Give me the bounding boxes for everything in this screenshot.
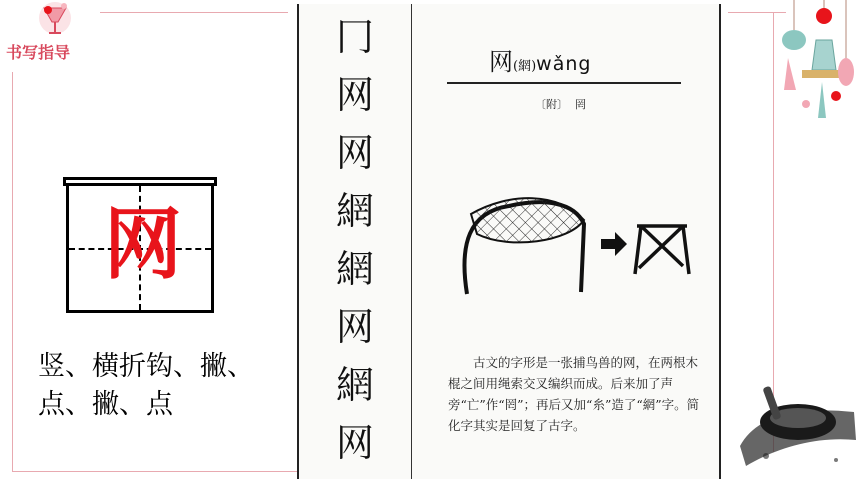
entry-pinyin: wǎng xyxy=(536,53,592,75)
ink-stone-icon xyxy=(736,376,860,476)
frame-line-bottom xyxy=(12,471,297,472)
stroke-order-text xyxy=(38,348,288,424)
evolution-glyph: 网 xyxy=(335,305,374,349)
evolution-glyph: 網 xyxy=(335,189,374,233)
evolution-glyph: 网 xyxy=(335,421,374,465)
entry-traditional: (網) xyxy=(513,59,537,74)
evolution-glyph: 網 xyxy=(335,247,374,291)
entry-heading xyxy=(489,42,591,77)
evolution-glyph: 网 xyxy=(335,73,374,117)
evolution-glyph: 網 xyxy=(335,363,374,407)
net-illustration xyxy=(449,184,699,304)
practice-character: 网 xyxy=(103,199,182,290)
entry-character: 网 xyxy=(489,48,513,76)
stroke-order-line-1: 竖、横折钩、撇、 xyxy=(38,351,254,382)
frame-line-left xyxy=(12,72,13,472)
evolution-glyph: 网 xyxy=(335,131,374,175)
attached-character: 罔 xyxy=(575,98,586,111)
box-top-corner-right xyxy=(214,177,217,186)
glyph-evolution-column xyxy=(299,4,411,479)
writing-grid-box xyxy=(66,183,214,313)
entry-rule xyxy=(447,82,681,84)
attached-note xyxy=(535,96,586,112)
frame-line-top xyxy=(100,12,288,13)
etymology-explanation: 古文的字形是一张捕鸟兽的网，在两根木棍之间用绳索交叉编织而成。后来加了声旁“亡”作“罔”；再后又加“糸”造了“網”字。简化字其实是回复了古字。 xyxy=(448,355,700,433)
box-top-border xyxy=(63,177,217,180)
evolution-glyph: 冂 xyxy=(335,15,374,59)
attached-label: 〔附〕 xyxy=(535,98,568,111)
stroke-order-line-2: 点、撇、点 xyxy=(38,389,173,420)
hanging-ornaments-icon xyxy=(776,0,860,124)
column-divider xyxy=(411,4,412,479)
section-title: 书写指导 xyxy=(6,43,71,62)
dictionary-page-scan xyxy=(297,4,721,479)
